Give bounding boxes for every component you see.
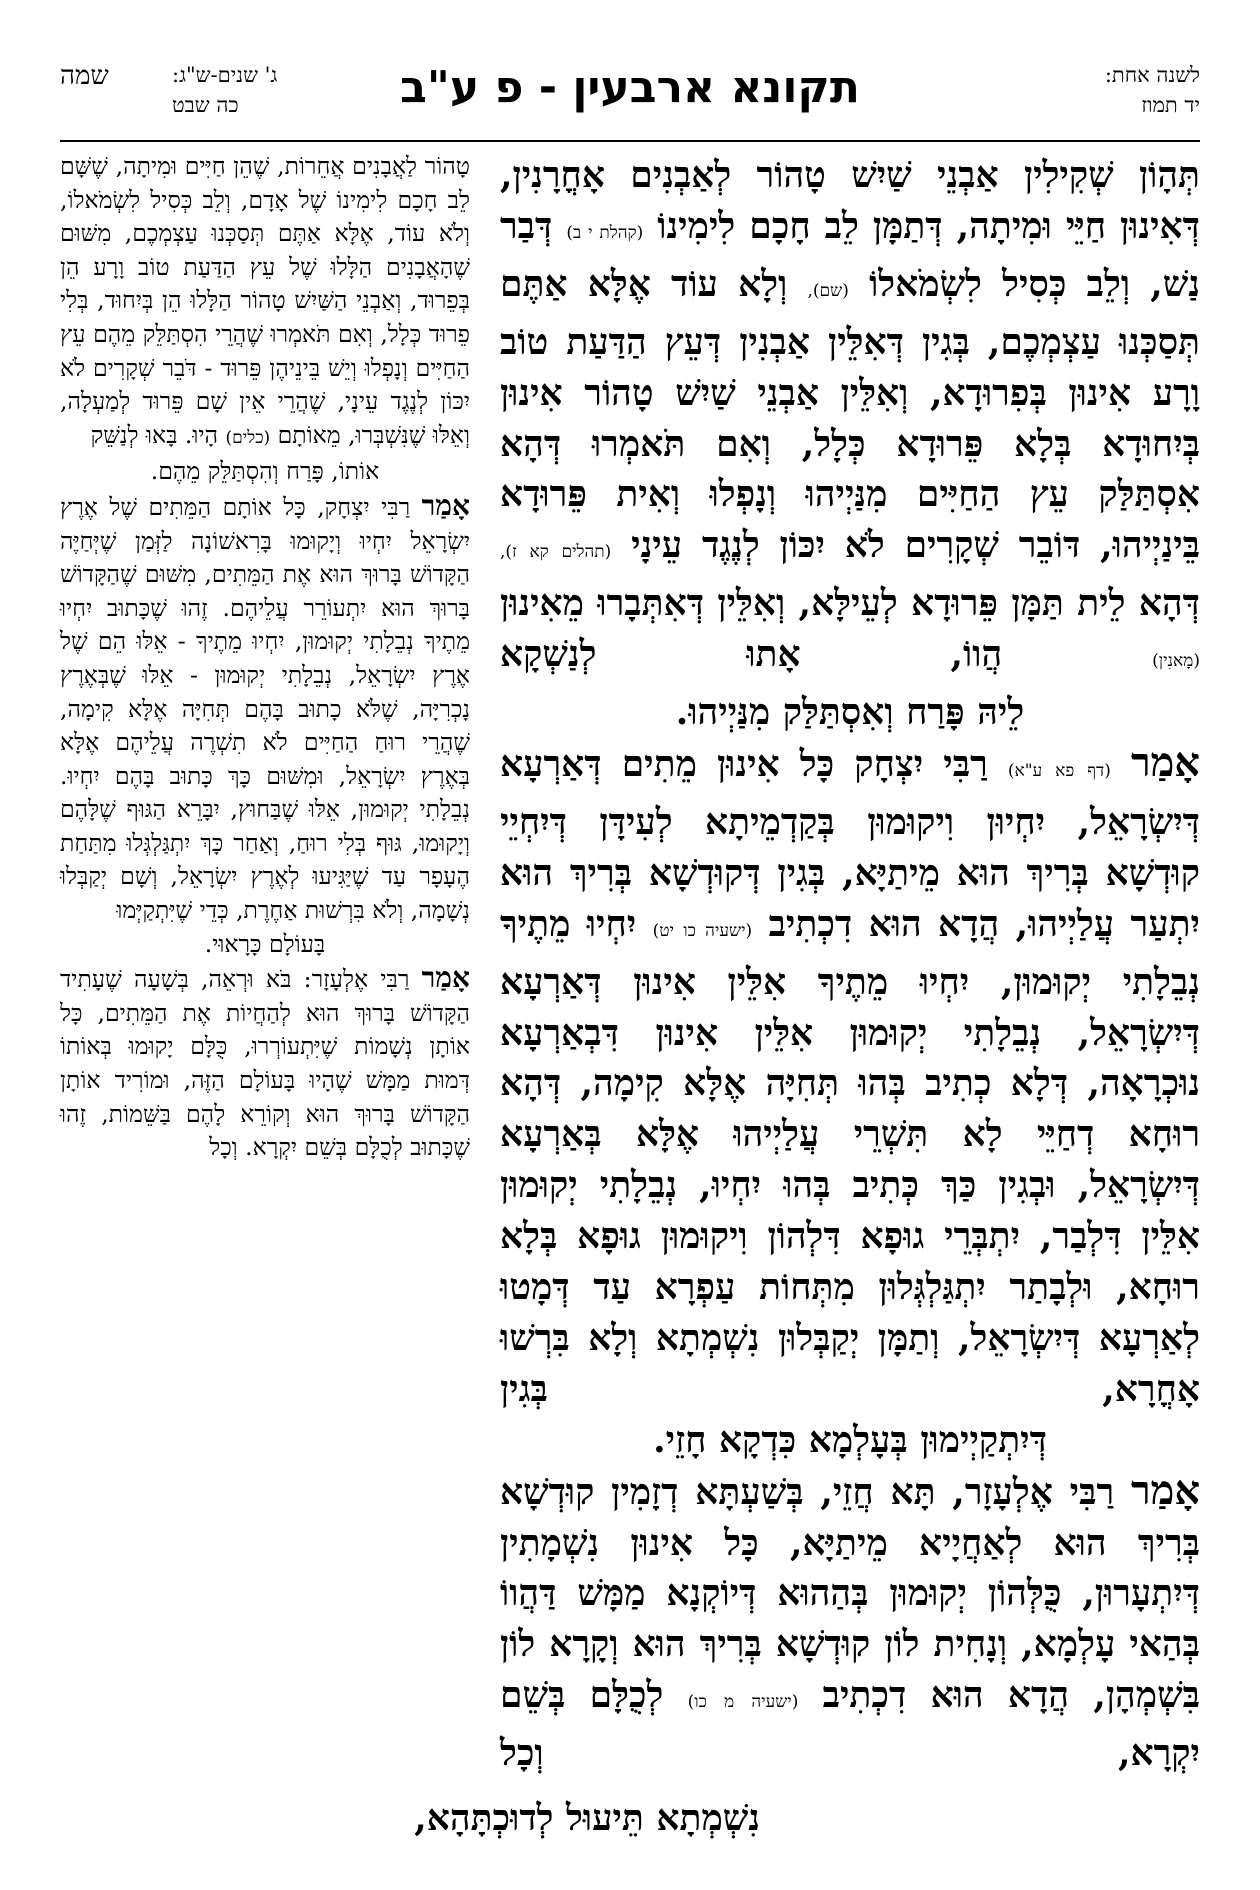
main-text: דְּהָא לֵית תַּמָּן פֵּרוּדָא לְעֵילָּא, וְאִלֵּין דְּאִתְּבָרוּ מֵאִינוּן (500, 582, 1200, 625)
schedule-one-year-date: יד תמוז (1141, 93, 1200, 117)
translation-text: טָהוֹר לַאֲבָנִים אֲחֵרוֹת, שֶׁהֵן חַיִּים וּמִיתָה, שֶׁשָּׁם לֵב חָכָם לִימִינוֹ שֶׁל אָדָם, וְלֵב כְּסִיל לִשְׂמֹאלוֹ, וְלֹא עוֹד, אֶלָּא אַתֶּם תְּסַכְּנוּ עַצְמְכֶם, מִשּׁוּם שֶׁהָאֲבָנִים הַלָּלוּ שֶׁל עֵץ הַדַּעַת טוֹב וָרָע הֵן בְּפֵרוּד, וְאַבְנֵי הַשַּׁיִשׁ טָהוֹר הַלָּלוּ הֵן בְּיִחוּד, בְּלִי פֵרוּד כְּלָל, וְאִם תֹּאמְרוּ שֶׁהֲרֵי הִסְתַּלֵּק מֵהֶם עֵץ הַחַיִּים וְנָפְלוּ וְיֵשׁ בֵּינֵיהֶן פֵּרוּד - דֹּבֵר שְׁקָרִים לֹא יִכּוֹן לְנֶגֶד עֵינָי, שֶׁהֲרֵי אֵין שָׁם פֵּרוּד לְמַעְלָה, וְאֵלּוּ שֶׁנִּשְׁבְּרוּ, מֵאוֹתָם (60, 152, 470, 449)
paragraph-opening-word: אָמַר (1130, 738, 1200, 786)
page-header (60, 58, 1200, 128)
main-paragraph-2-end: דְּיִתְקַיְימוּן בְּעָלְמָא כִּדְקָא חָזֵי. (653, 1418, 1047, 1461)
main-text: דְּבַר נַשׁ, וְלֵב כְּסִיל לִשְׂמֹאלוֹ (500, 204, 1200, 305)
schedule-one-year-label: לשנה אחת: (1104, 63, 1200, 87)
main-text-column (500, 150, 1200, 1800)
translation-text: הָיוּ. בָּאוּ לְנַשֵּׁק (90, 420, 219, 449)
main-text: רַבִּי אֶלְעָזָר, תָּא חֲזֵי, בְּשַׁעְתָּא דְזָמִין קוּדְשָׁא בְּרִיךְ הוּא לְאַחֲיָיא מֵיתַיָּא, כָּל אִינוּן נִשְׁמָתִין דְּיִתְעָרוּן, כֻּלְּהוֹן יְקוּמוּן בְּהַהוּא דְּיוֹקְנָא מַמָּשׁ דַּהֲווֹ בְּהַאי עָלְמָא, וְנָחִית לוֹן קוּדְשָׁא בְּרִיךְ הוּא וְקָרָא לוֹן בִּשְׁמְהָן, הֲדָא (500, 1470, 1200, 1717)
main-paragraph-1-end: לֵיהּ פָּרַח וְאִסְתַּלַּק מִנַּיְיהוּ. (675, 691, 1025, 734)
side-paragraph-2-end: בָּעוֹלָם כָּרָאוּי. (204, 929, 326, 958)
source-reference: (ישעיה מ כו) (687, 1692, 799, 1713)
side-paragraph-1 (60, 150, 470, 455)
paragraph-opening-word: אָמַר (421, 961, 470, 995)
main-text: לְכֻלָּם בְּשֵׁם יִקְרָא, וְכָל (500, 1674, 1200, 1775)
main-text: הֲווֹ, אָתוּ לְנַשְׁקָא (500, 633, 1003, 676)
source-reference: (מָאנִין) (1152, 651, 1200, 672)
source-reference: (כלים) (225, 427, 271, 448)
source-reference: (שם), (807, 280, 849, 301)
source-reference: (תהלים קא ז), (500, 542, 612, 563)
schedule-three-years-date: כה שבט (172, 93, 239, 117)
side-paragraph-1-end: אוֹתוֹ, פָּרַח וְהִסְתַּלֵּק מֵהֶם. (150, 457, 380, 486)
portion-name: שמה (60, 61, 109, 91)
translation-column (60, 150, 470, 1800)
side-paragraph-3 (60, 961, 470, 1165)
main-text: וְלָא עוֹד אֶלָּא אַתֶּם תְּסַכְּנוּ עַצְמְכֶם, בְּגִין דְּאִלֵּין אַבְנִין דְּעֵץ הַדַּעַת טוֹב וָרָע אִינוּן בְּפִרוּדָא, וְאִלֵּין אַבְנֵי שַׁיִשׁ טָהוֹר אִינוּן בְּיִחוּדָא בְּלָא פֵּרוּדָא כְּלָל, וְאִם תֹּאמְרוּ דְּהָא אִסְתַּלַּק עֵץ הַחַיִּים מִנַּיְיהוּ וְנָפְלוּ וְאִית פֵּרוּדָא בֵּינַיְיהוּ, דּוֹבֵר שְׁקָרִים לֹא יִכּוֹן לְנֶגֶד עֵינָי (500, 262, 1200, 567)
translation-text: רַבִּי אֶלְעָזָר: בֹּא וּרְאֵה, בְּשָׁעָה שֶׁעָתִיד הַקָּדוֹשׁ בָּרוּךְ הוּא לְהַחֲיוֹת אֶת הַמֵּתִים, כָּל אוֹתָן נְשָׁמוֹת שֶׁיִּתְעוֹרְרוּ, כֻּלָּם יָקוּמוּ בְּאוֹתוֹ דְּמוּת מַמָּשׁ שֶׁהָיוּ בָּעוֹלָם הַזֶּה, וּמוֹרִיד אוֹתָן הַקָּדוֹשׁ בָּרוּךְ הוּא וְקוֹרֵא לָהֶם בַּשֵּׁמוֹת, זֶהוּ שֶׁכָּתוּב לְכֻלָּם בְּשֵׁם יִקְרָא. וְכָל (60, 965, 470, 1162)
main-paragraph-3 (500, 1466, 1200, 1779)
translation-text: רַבִּי יִצְחָק, כָּל אוֹתָם הַמֵּתִים שֶׁל אֶרֶץ יִשְׂרָאֵל יִחְיוּ וְיָקוּמוּ בָּרִאשׁוֹנָה לַזְּמַן שֶׁיְּחַיֶּה הַקָּדוֹשׁ בָּרוּךְ הוּא אֶת הַמֵּתִים, מִשּׁוּם שֶׁהַקָּדוֹשׁ בָּרוּךְ הוּא יִתְעוֹרֵר עֲלֵיהֶם. זֶהוּ שֶׁכָּתוּב יִחְיוּ מֵתֶיךָ נְבֵלָתִי יְקוּמוּן, יִחְיוּ מֵתֶיךָ - אֵלּוּ הֵם שֶׁל אֶרֶץ יִשְׂרָאֵל, נְבֵלָתִי יְקוּמוּן - אֵלּוּ שֶׁבְּאֶרֶץ נָכְרִיָּה, שֶׁלֹּא כָתוּב בָּהֶם תְּחִיָּה אֶלָּא קִימָה, שֶׁהֲרֵי רוּחַ הַחַיִּים לֹא תִשְׁרֶה עֲלֵיהֶם אֶלָּא בְּאֶרֶץ יִשְׂרָאֵל, וּמִשּׁוּם כָּךְ כָּתוּב בָּהֶם יִחְיוּ. נְבֵלָתִי יְקוּמוּן, אֵלּוּ שֶׁבַּחוּץ, יִבָּרֵא הַגּוּף שֶׁלָּהֶם וְיָקוּמוּ, גּוּף בְּלִי רוּחַ, וְאַחַר כָּךְ יִתְגַּלְגְּלוּ מִתַּחַת הֶעָפָר עַד שֶׁיַּגִּיעוּ לְאֶרֶץ יִשְׂרָאֵל, וְשָׁם יְקַבְּלוּ נְשָׁמָה, וְלֹא בִּרְשׁוּת אַחֶרֶת, כְּדֵי שֶׁיִּתְקַיְּמוּ (60, 492, 470, 925)
page-title: תקונא ארבעין - פ ע"ב (400, 62, 860, 113)
schedule-three-years-label: ג' שנים-ש"ג: (172, 63, 278, 87)
paragraph-opening-word: אָמַר (1130, 1466, 1200, 1514)
side-paragraph-2 (60, 489, 470, 928)
header-divider (60, 140, 1200, 142)
main-text: יִחְיוּ מֵתֶיךָ נְבֵלָתִי יְקוּמוּן, יִחְיוּ מֵתֶיךָ אִלֵּין אִינוּן דְּאַרְעָא דְּיִשְׂרָאֵל, נְבֵלָתִי יְקוּמוּן אִלֵּין אִינוּן דִּבְאַרְעָא נוּכְרָאָה, דְּלָא כְתִיב בְּהוּ תְּחִיָּה אֶלָּא קִימָה, דְּהָא רוּחָא דְחַיֵּי לָא תִּשְׁרֵי עֲלַיְיהוּ אֶלָּא בְּאַרְעָא דְּיִשְׂרָאֵל, וּבְגִין כַּךְ כְּתִיב בְּהוּ יִחְיוּ, נְבֵלָתִי יְקוּמוּן אִלֵּין דִּלְבַר, יִתְבְּרֵי גוּפָא דִּלְהוֹן וִיקוּמוּן גוּפָא בְּלָא רוּחָא, וּלְבָתַר יִתְגַּלְגְּלוּן מִתְּחוֹת עַפְרָא עַד דְּמָטוּ לְאַרְעָא דְּיִשְׂרָאֵל, וְתַמָּן יְקַבְּלוּן נִשְׁמְתָא וְלָא בִּרְשׁוּ אָחֳרָא, בְּגִין (500, 902, 1200, 1410)
source-reference: (ישעיה כו יט) (652, 920, 753, 941)
source-reference: (דף פא ע"א) (1007, 760, 1111, 781)
main-text: רַבִּי יִצְחָק כָּל אִינוּן מֵתִים דְּאַרְעָא דְּיִשְׂרָאֵל, יִחְיוּן וִיקוּמוּן בְּקַדְמֵיתָא לְעִידָּן דְּיִחְיֵי קוּדְשָׁא בְּרִיךְ הוּא מֵיתַיָּא, בְּגִין דְּקוּדְשָׁא בְּרִיךְ הוּא יִתְעַר עֲלַיְיהוּ, הֲדָא הוּא דִכְתִיב (500, 742, 1200, 945)
main-text: הוּא דִכְתִיב (822, 1674, 984, 1717)
main-paragraph-2 (500, 738, 1200, 1415)
main-text: תְּהָוֹן שְׁקִילִין אַבְנֵי שַׁיִשׁ טָהוֹר לְאַבְנִים אָחֳרָנִין, דְּאִינוּן חַיֵּי וּמִיתָה, דְּתַמָּן לֵב חָכָם לִימִינוֹ (500, 154, 1200, 247)
source-reference: (קהלת י ב) (566, 222, 644, 243)
paragraph-opening-word: אָמַר (421, 488, 470, 522)
main-paragraph-1 (500, 150, 1200, 687)
continuation-line: נִשְׁמְתָא תֵּיעוּל לְדוּכְתָּהָא, (414, 1797, 760, 1839)
